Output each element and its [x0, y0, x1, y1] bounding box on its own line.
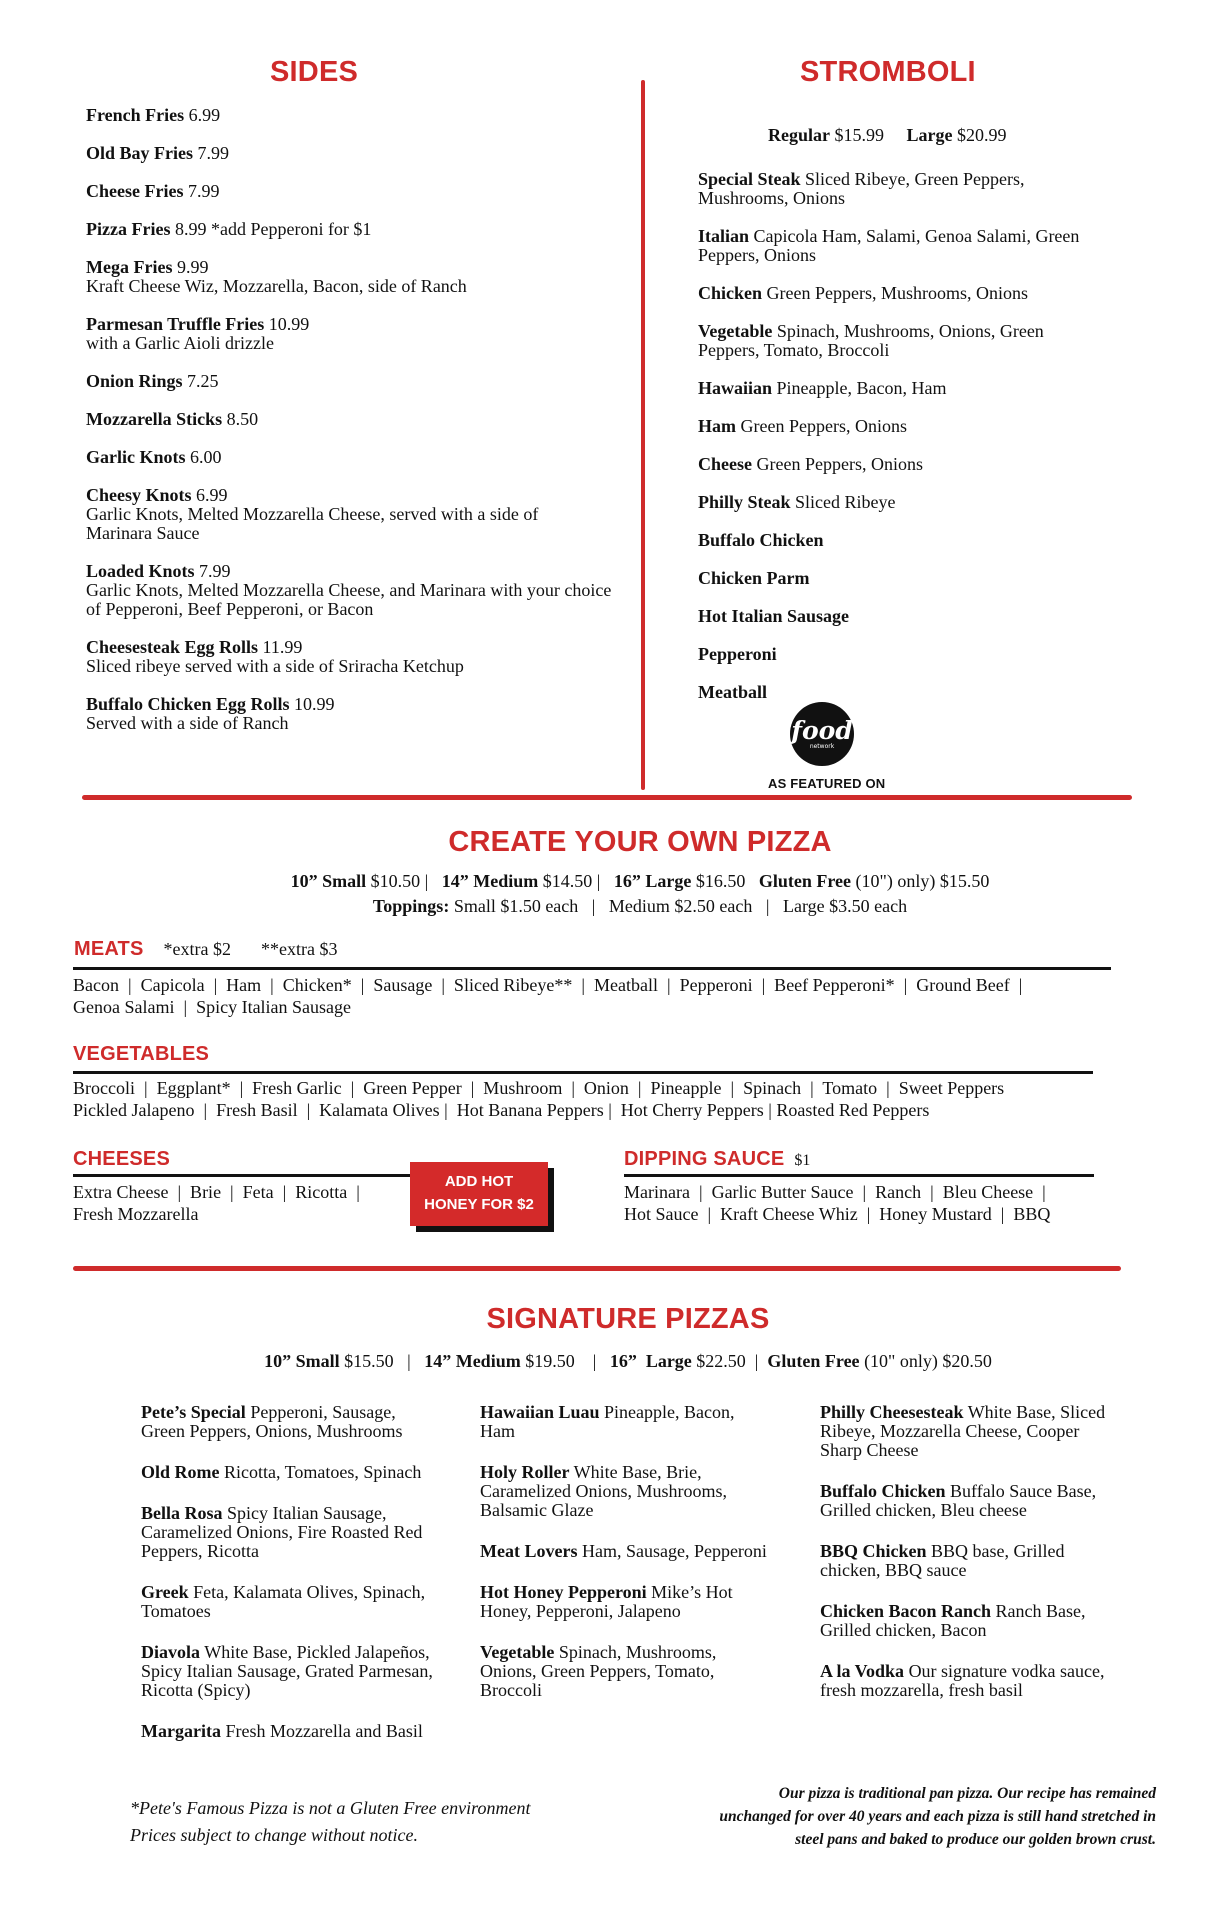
list-item: Mega Fries 9.99 Kraft Cheese Wiz, Mozzarella, Bacon, side of Ranch: [86, 257, 467, 296]
list-item: Buffalo Chicken Egg Rolls 10.99 Served with a side of Ranch: [86, 694, 335, 733]
cheeses-header: CHEESES: [73, 1148, 170, 1170]
list-item: Hot Honey Pepperoni Mike’s Hot Honey, Pepperoni, Jalapeno: [480, 1582, 733, 1621]
list-item: Philly Steak Sliced Ribeye: [698, 492, 896, 512]
list-item: Philly Cheesesteak White Base, Sliced Ribeye, Mozzarella Cheese, Cooper Sharp Cheese: [820, 1402, 1106, 1460]
signature-title: SIGNATURE PIZZAS: [486, 1303, 770, 1335]
cheeses-rule: [73, 1174, 418, 1177]
hot-honey-badge: ADD HOT HONEY FOR $2: [410, 1162, 548, 1226]
vegetables-rule: [73, 1071, 1093, 1074]
stromboli-list: [698, 170, 1098, 721]
signature-col-2: [480, 1403, 770, 1722]
list-item: Loaded Knots 7.99 Garlic Knots, Melted Mozzarella Cheese, and Marinara with your choice of Pepperoni, Beef Pepperoni, or Bacon: [86, 561, 612, 619]
signature-col-3: [820, 1403, 1120, 1722]
cheeses-list: Extra Cheese | Brie | Feta | Ricotta | Fresh Mozzarella: [73, 1182, 360, 1224]
list-item: Italian Capicola Ham, Salami, Genoa Salami, Green Peppers, Onions: [698, 226, 1080, 265]
list-item: Vegetable Spinach, Mushrooms, Onions, Green Peppers, Tomato, Broccoli: [480, 1642, 717, 1700]
footer-story: Our pizza is traditional pan pizza. Our recipe has remained unchanged for over 40 years and each pizza is still hand stretched in steel pans and baked to produce our golden brown crust.: [719, 1785, 1156, 1848]
column-divider: [641, 80, 645, 790]
list-item: Parmesan Truffle Fries 10.99 with a Garlic Aioli drizzle: [86, 314, 310, 353]
list-item: Old Rome Ricotta, Tomatoes, Spinach: [141, 1462, 422, 1482]
meats-header: MEATS *extra $2 **extra $3: [74, 938, 338, 960]
sides-title: SIDES: [270, 56, 359, 88]
footer-notes: *Pete's Famous Pizza is not a Gluten Free environment Prices subject to change without notice.: [130, 1798, 531, 1845]
list-item: Hot Italian Sausage: [698, 606, 850, 626]
section-divider: [73, 1266, 1121, 1271]
food-network-logo: food network: [790, 702, 854, 766]
list-item: Garlic Knots 6.00: [86, 447, 222, 467]
signature-col-1: [141, 1403, 441, 1763]
cyo-toppings: Toppings: Small $1.50 each | Medium $2.50 each | Large $3.50 each: [372, 896, 908, 916]
list-item: Buffalo Chicken: [698, 530, 824, 550]
list-item: Chicken Green Peppers, Mushrooms, Onions: [698, 283, 1028, 303]
list-item: Chicken Parm: [698, 568, 810, 588]
vegetables-header: VEGETABLES: [73, 1043, 210, 1065]
list-item: Meatball: [698, 682, 767, 702]
list-item: Hawaiian Pineapple, Bacon, Ham: [698, 378, 947, 398]
list-item: Special Steak Sliced Ribeye, Green Peppers, Mushrooms, Onions: [698, 169, 1025, 208]
list-item: Vegetable Spinach, Mushrooms, Onions, Green Peppers, Tomato, Broccoli: [698, 321, 1044, 360]
dipping-sauce-list: Marinara | Garlic Butter Sauce | Ranch | Bleu Cheese | Hot Sauce | Kraft Cheese Whiz | Honey Mustard | BBQ: [624, 1182, 1051, 1224]
stromboli-prices: Regular $15.99 Large $20.99: [768, 125, 1007, 145]
meats-rule: [73, 967, 1111, 970]
list-item: French Fries 6.99: [86, 105, 221, 125]
section-divider: [82, 795, 1132, 800]
list-item: BBQ Chicken BBQ base, Grilled chicken, BBQ sauce: [820, 1541, 1065, 1580]
list-item: Bella Rosa Spicy Italian Sausage, Caramelized Onions, Fire Roasted Red Peppers, Ricotta: [141, 1503, 423, 1561]
list-item: Old Bay Fries 7.99: [86, 143, 229, 163]
sides-list: [86, 106, 626, 752]
list-item: Pizza Fries 8.99 *add Pepperoni for $1: [86, 219, 372, 239]
cyo-sizes: 10” Small $10.50 | 14” Medium $14.50 | 16” Large $16.50 Gluten Free (10") only) $15.50: [290, 871, 990, 891]
list-item: Holy Roller White Base, Brie, Caramelized Onions, Mushrooms, Balsamic Glaze: [480, 1462, 727, 1520]
list-item: Onion Rings 7.25: [86, 371, 219, 391]
cyo-title: CREATE YOUR OWN PIZZA: [448, 826, 832, 858]
stromboli-title: STROMBOLI: [800, 56, 976, 88]
dipping-sauce-rule: [624, 1174, 1094, 1177]
list-item: A la Vodka Our signature vodka sauce, fresh mozzarella, fresh basil: [820, 1661, 1105, 1700]
list-item: Margarita Fresh Mozzarella and Basil: [141, 1721, 423, 1741]
signature-sizes: 10” Small $15.50 | 14” Medium $19.50 | 16” Large $22.50 | Gluten Free (10" only) $20.50: [264, 1351, 992, 1371]
list-item: Meat Lovers Ham, Sausage, Pepperoni: [480, 1541, 767, 1561]
list-item: Buffalo Chicken Buffalo Sauce Base, Grilled chicken, Bleu cheese: [820, 1481, 1097, 1520]
list-item: Cheesesteak Egg Rolls 11.99 Sliced ribeye served with a side of Sriracha Ketchup: [86, 637, 464, 676]
list-item: Cheese Fries 7.99: [86, 181, 220, 201]
list-item: Greek Feta, Kalamata Olives, Spinach, Tomatoes: [141, 1582, 426, 1621]
list-item: Cheese Green Peppers, Onions: [698, 454, 923, 474]
list-item: Diavola White Base, Pickled Jalapeños, Spicy Italian Sausage, Grated Parmesan, Ricotta (Spicy): [141, 1642, 433, 1700]
dipping-sauce-header: DIPPING SAUCE $1: [624, 1148, 811, 1170]
vegetables-list: Broccoli | Eggplant* | Fresh Garlic | Green Pepper | Mushroom | Onion | Pineapple | Spinach | Tomato | Sweet Peppers Pickled Jalapeno | Fresh Basil | Kalamata Olives | Hot Banana Peppers | Hot Cherry Peppers | Roasted Red Peppers: [73, 1078, 1005, 1120]
list-item: Mozzarella Sticks 8.50: [86, 409, 259, 429]
list-item: Pepperoni: [698, 644, 777, 664]
list-item: Chicken Bacon Ranch Ranch Base, Grilled chicken, Bacon: [820, 1601, 1086, 1640]
featured-badge-text: AS FEATURED ON: [768, 776, 886, 791]
list-item: Ham Green Peppers, Onions: [698, 416, 907, 436]
meats-list: Bacon | Capicola | Ham | Chicken* | Sausage | Sliced Ribeye** | Meatball | Pepperoni | Beef Pepperoni* | Ground Beef | Genoa Salami | Spicy Italian Sausage: [73, 975, 1023, 1017]
list-item: Pete’s Special Pepperoni, Sausage, Green Peppers, Onions, Mushrooms: [141, 1402, 403, 1441]
list-item: Hawaiian Luau Pineapple, Bacon, Ham: [480, 1402, 735, 1441]
list-item: Cheesy Knots 6.99 Garlic Knots, Melted Mozzarella Cheese, served with a side of Marinara Sauce: [86, 485, 539, 543]
